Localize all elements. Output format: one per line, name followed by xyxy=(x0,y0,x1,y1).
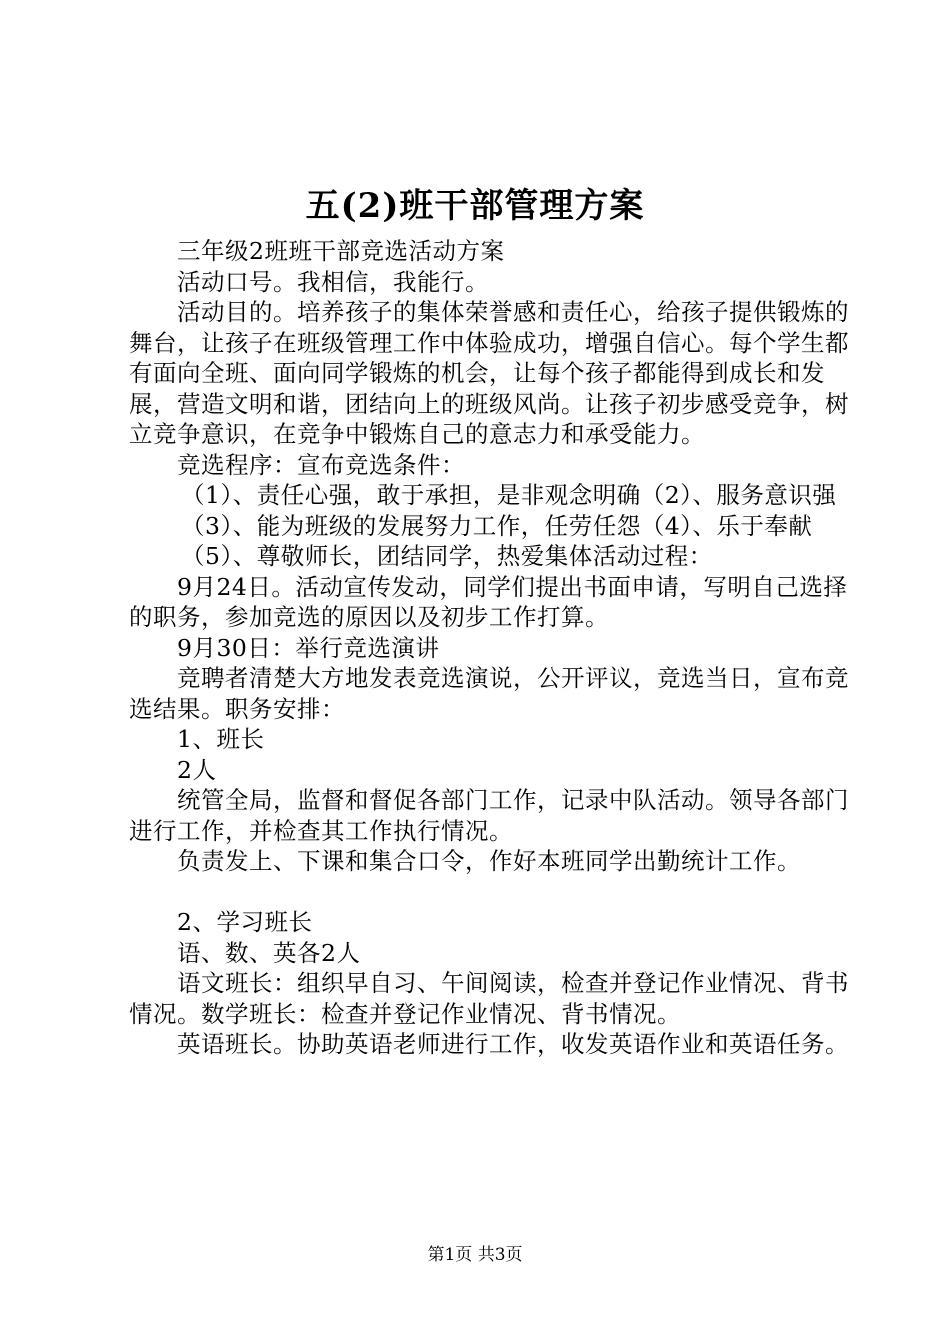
paragraph-study-monitor-heading: 2、学习班长 xyxy=(177,908,313,936)
blank-line xyxy=(129,877,849,908)
document-title: 五(2)班干部管理方案 xyxy=(305,186,645,226)
paragraph-monitor-heading: 1、班长 xyxy=(177,725,265,753)
paragraph-condition-1-2: （1）、责任心强，敢于承担，是非观念明确（2）、服务意识强 xyxy=(181,481,837,509)
paragraph-monitor-duty-2: 负责发上、下课和集合口令，作好本班同学出勤统计工作。 xyxy=(177,847,801,875)
paragraph-purpose: 活动目的。培养孩子的集体荣誉感和责任心，给孩子提供锻炼的舞台，让孩子在班级管理工作中体验成功，增强自信心。每个学生都有面向全班、面向同学锻炼的机会，让每个孩子都能得到成长和发展，营造文明和谐，团结向上的班级风尚。让孩子初步感受竞争，树立竞争意识，在竞争中锻炼自己的意志力和承受能力。 xyxy=(129,298,849,448)
paragraph-procedure: 竞选程序：宣布竞选条件： xyxy=(177,450,465,479)
paragraph-study-monitor-count: 语、数、英各2人 xyxy=(177,938,361,967)
paragraph-english-monitor: 英语班长。协助英语老师进行工作，收发英语作业和英语任务。 xyxy=(177,1030,849,1058)
paragraph-monitor-count: 2人 xyxy=(177,755,217,784)
page-indicator: 第1页 共3页 xyxy=(427,1245,523,1265)
paragraph-speech: 竞聘者清楚大方地发表竞选演说，公开评议，竞选当日，宣布竞选结果。职务安排： xyxy=(129,664,849,723)
paragraph-sept-30: 9月30日：举行竞选演讲 xyxy=(177,633,440,662)
paragraph-condition-3-4: （3）、能为班级的发展努力工作，任劳任怨（4）、乐于奉献 xyxy=(181,511,813,540)
paragraph-sept-24: 9月24日。活动宣传发动，同学们提出书面申请，写明自己选择的职务，参加竞选的原因以及初步工作打算。 xyxy=(129,572,848,631)
paragraph-slogan: 活动口号。我相信，我能行。 xyxy=(177,267,489,296)
paragraph-monitor-duty-1: 统管全局，监督和督促各部门工作，记录中队活动。领导各部门进行工作，并检查其工作执行情况。 xyxy=(129,786,849,845)
paragraph-condition-5: （5）、尊敬师长，团结同学，热爱集体活动过程： xyxy=(181,542,713,570)
paragraph-subtitle: 三年级2班班干部竞选活动方案 xyxy=(177,237,505,265)
document-body xyxy=(129,236,849,1060)
paragraph-chinese-math-monitor: 语文班长：组织早自习、午间阅读，检查并登记作业情况、背书情况。数学班长：检查并登记作业情况、背书情况。 xyxy=(129,969,849,1028)
